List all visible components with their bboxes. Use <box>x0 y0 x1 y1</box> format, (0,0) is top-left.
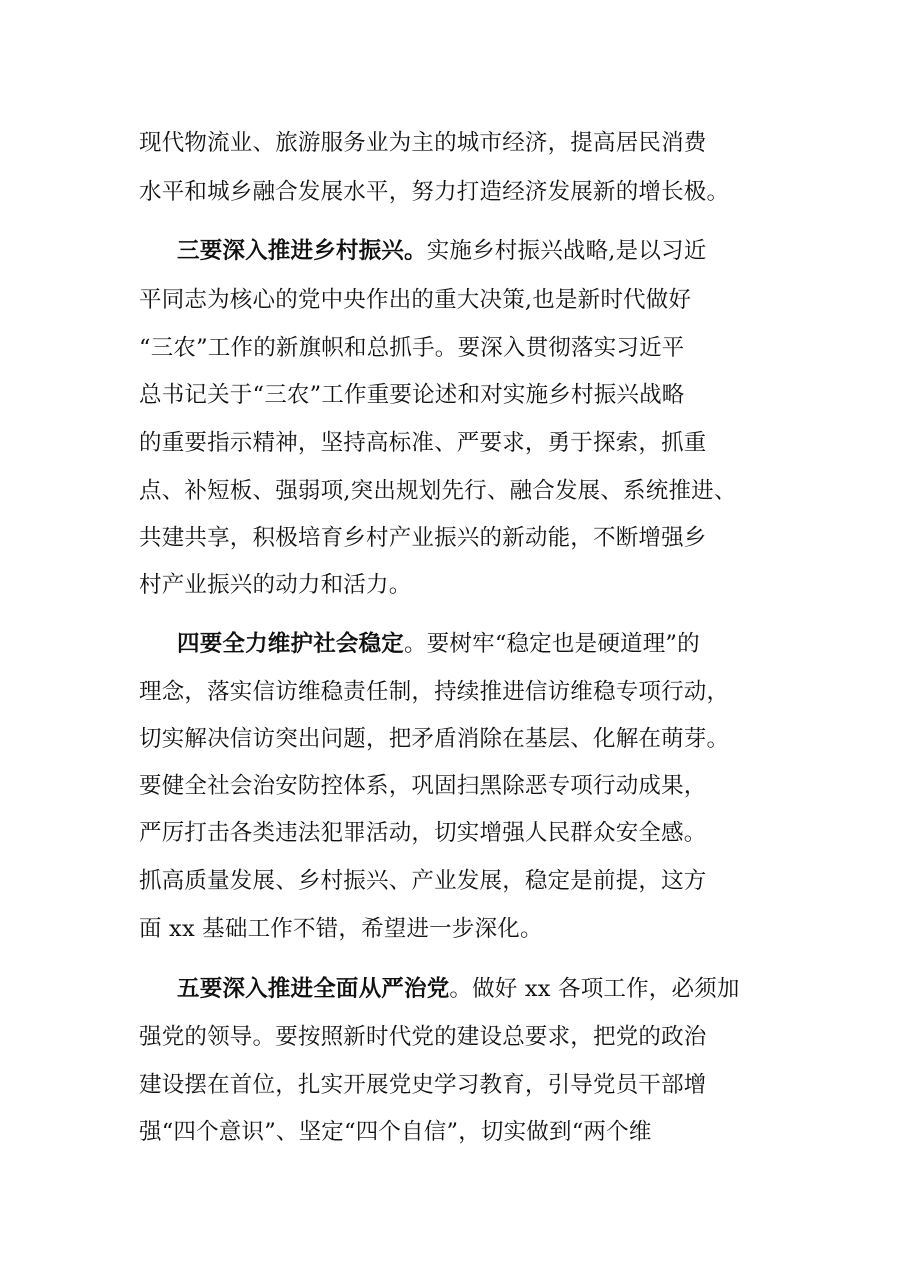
paragraph-2-line-4: 总书记关于“三农”工作重要论述和对实施乡村振兴战略 <box>139 382 685 408</box>
paragraph-3-line-1 <box>177 629 700 659</box>
paragraph-3-first-line-text: 。要树牢“稳定也是硬道理”的 <box>404 631 700 657</box>
paragraph-2-line-3: “三农”工作的新旗帜和总抓手。要深入贯彻落实习近平 <box>139 335 685 361</box>
paragraph-3-line-5: 严厉打击各类违法犯罪活动，切实增强人民群众安全感。 <box>139 820 707 846</box>
paragraph-3-line-3: 切实解决信访突出问题，把矛盾消除在基层、化解在萌芽。 <box>139 726 730 752</box>
paragraph-2-first-line-text: 实施乡村振兴战略,是以习近 <box>426 238 707 264</box>
paragraph-4-first-line-text: 。做好 xx 各项工作，必须加 <box>449 976 740 1002</box>
paragraph-2-line-5: 的重要指示精神，坚持高标准、严要求，勇于探索，抓重 <box>139 430 707 456</box>
paragraph-3-line-7: 面 xx 基础工作不错，希望进一步深化。 <box>139 916 543 942</box>
paragraph-1-line-1: 现代物流业、旅游服务业为主的城市经济，提高居民消费 <box>139 130 707 156</box>
paragraph-3-line-6: 抓高质量发展、乡村振兴、产业发展，稳定是前提，这方 <box>139 868 707 894</box>
paragraph-4-line-4: 强“四个意识”、坚定“四个自信”，切实做到“两个维 <box>139 1119 652 1145</box>
paragraph-1-line-2: 水平和城乡融合发展水平，努力打造经济发展新的增长极。 <box>139 179 730 205</box>
paragraph-3-heading: 四要全力维护社会稳定 <box>177 631 405 657</box>
paragraph-2-line-2: 平同志为核心的党中央作出的重大决策,也是新时代做好 <box>139 287 692 313</box>
paragraph-3-line-2: 理念，落实信访维稳责任制，持续推进信访维稳专项行动， <box>139 679 730 705</box>
paragraph-2-line-8: 村产业振兴的动力和活力。 <box>139 572 412 598</box>
paragraph-2-heading: 三要深入推进乡村振兴。 <box>177 238 427 264</box>
paragraph-4-line-1 <box>177 974 740 1004</box>
paragraph-4-line-2: 强党的领导。要按照新时代党的建设总要求，把党的政治 <box>139 1024 707 1050</box>
paragraph-4-line-3: 建设摆在首位，扎实开展党史学习教育，引导党员干部增 <box>139 1072 707 1098</box>
paragraph-2-line-1 <box>177 236 706 266</box>
paragraph-2-line-6: 点、补短板、强弱项,突出规划先行、融合发展、系统推进、 <box>139 478 737 504</box>
paragraph-4-heading: 五要深入推进全面从严治党 <box>177 976 450 1002</box>
paragraph-3-line-4: 要健全社会治安防控体系，巩固扫黑除恶专项行动成果， <box>139 773 707 799</box>
paragraph-2-line-7: 共建共享，积极培育乡村产业振兴的新动能，不断增强乡 <box>139 525 707 551</box>
